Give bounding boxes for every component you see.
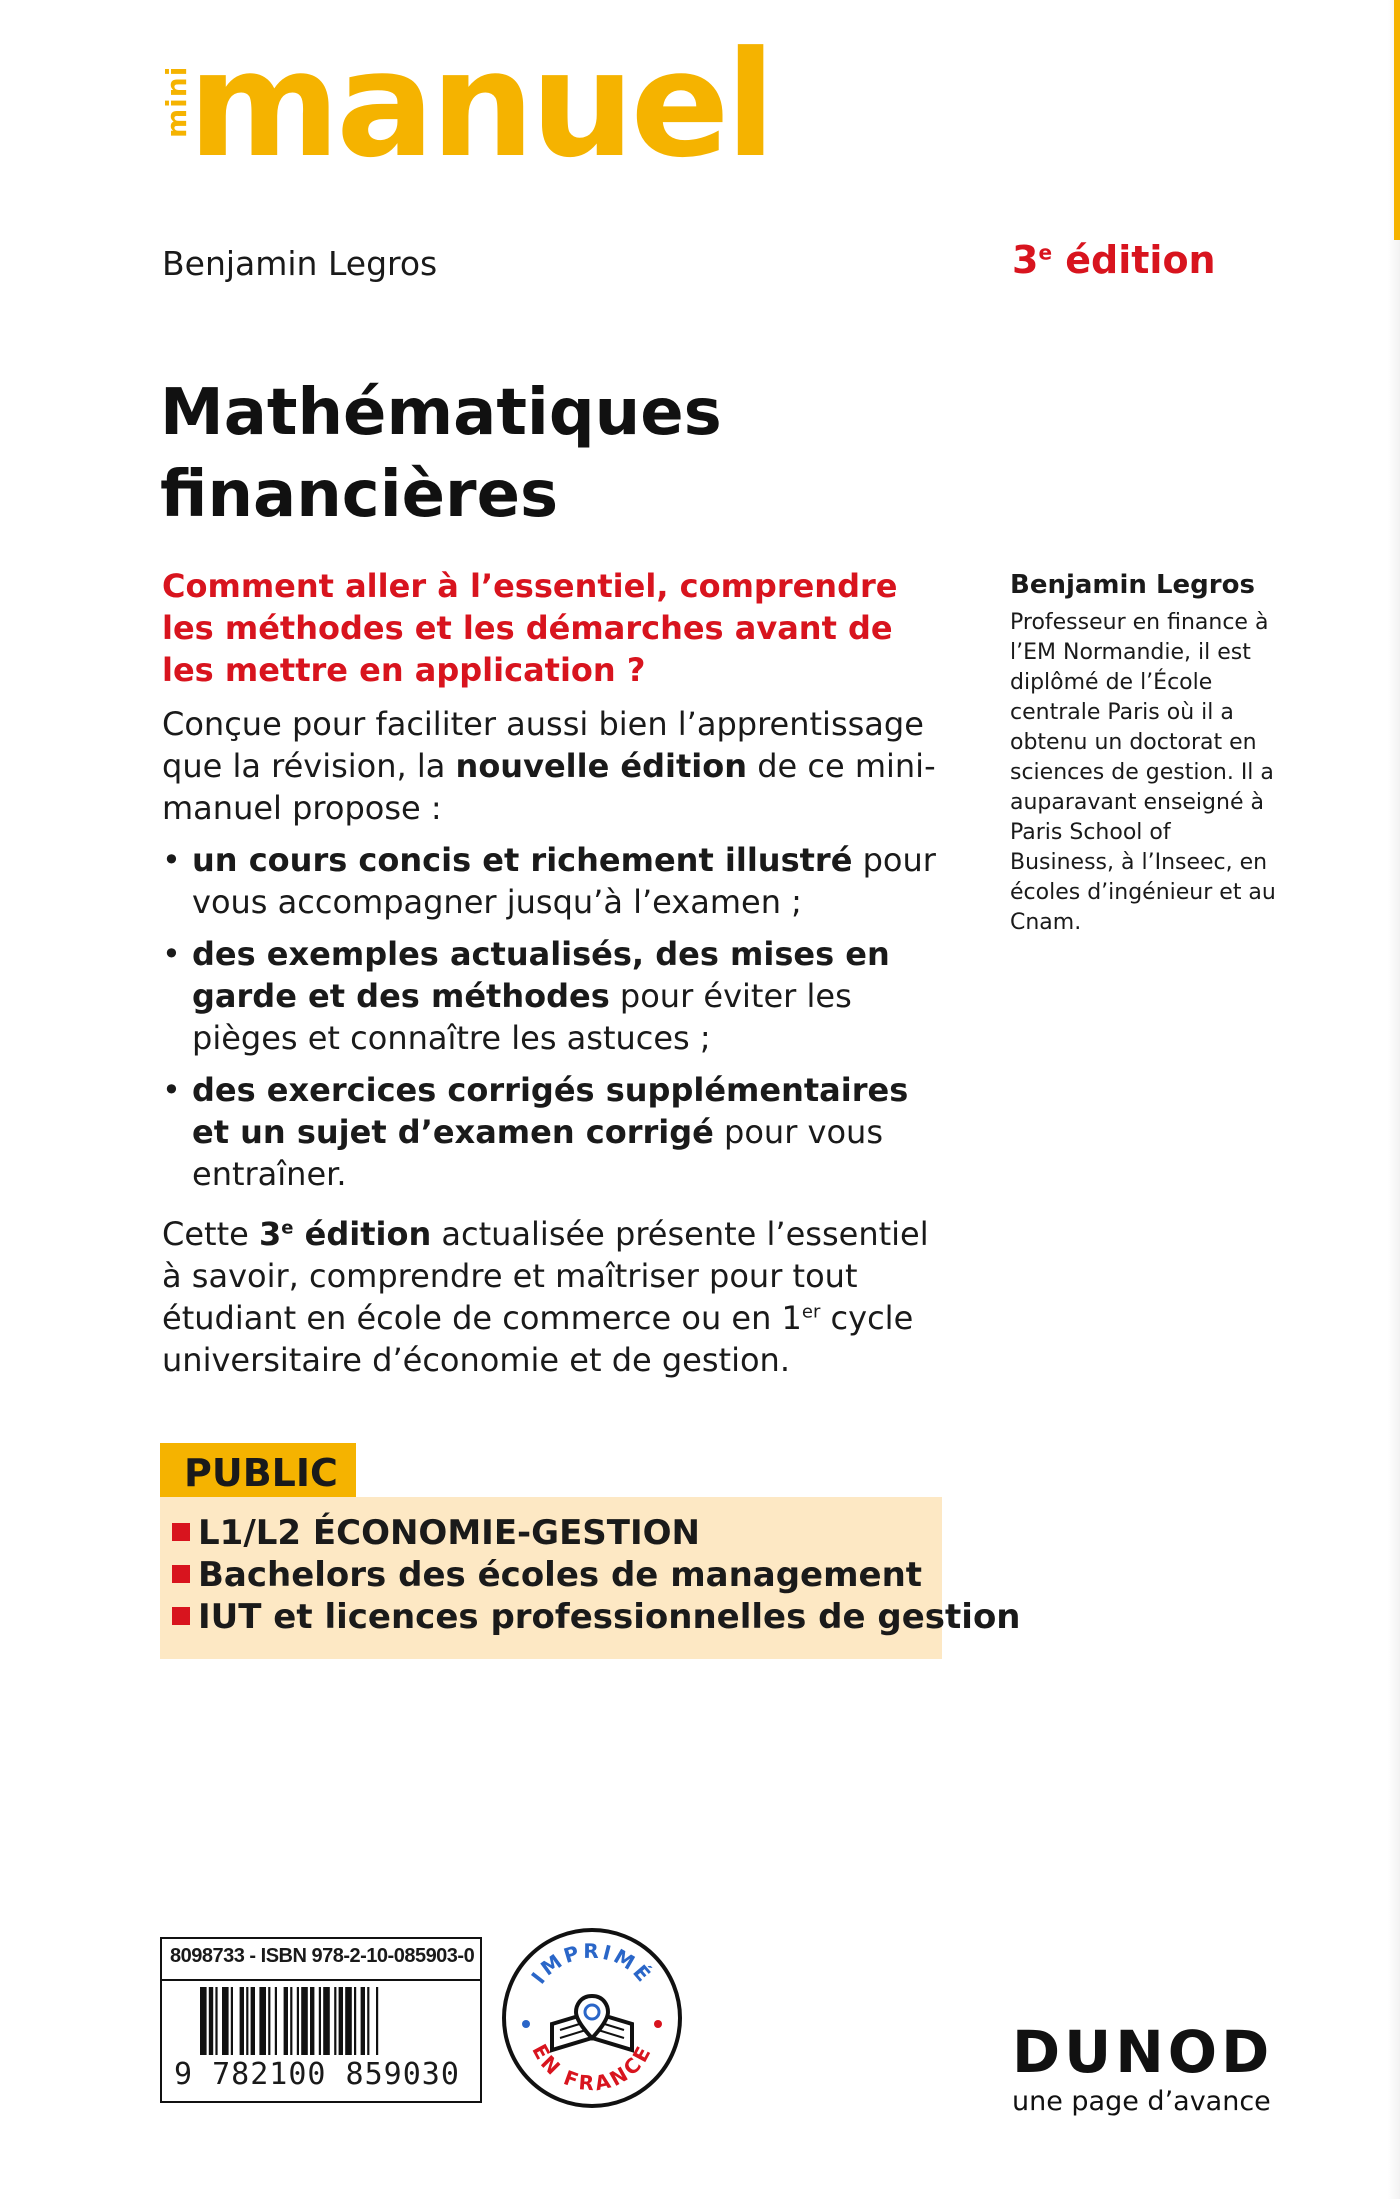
public-item: IUT et licences professionnelles de gestion [172,1597,1021,1637]
edition-label: 3e édition [1012,238,1216,282]
logo-mini-text: mini [160,65,193,138]
red-square-icon [172,1523,190,1541]
imprime-en-france-stamp [500,1926,684,2110]
lead-question: Comment aller à l’essentiel, comprendre les méthodes et les démarches avant de les mettre en application ? [162,567,898,689]
right-edge-tab [1394,0,1400,240]
closing-paragraph: Cette 3e édition actualisée présente l’essentiel à savoir, comprendre et maîtriser pour tout étudiant en école de commerce ou en 1er cycle universitaire d’économie et de gestion. [162,1215,929,1379]
red-square-icon [172,1565,190,1583]
public-label: PUBLIC [184,1451,338,1495]
svg-text:IMPRIMÉ: IMPRIMÉ [526,1938,658,1989]
author-bio [1010,570,1280,938]
bio-name: Benjamin Legros [1010,570,1255,600]
book-title [160,372,920,536]
intro-paragraph: Conçue pour faciliter aussi bien l’apprentissage que la révision, la nouvelle édition de ce mini-manuel propose : [162,705,936,827]
isbn-text: 8098733 - ISBN 978-2-10-085903-0 [170,1945,475,1967]
author-name: Benjamin Legros [162,244,438,283]
public-box [160,1497,1021,1659]
barcode-divider [162,1979,480,1981]
feature-list [162,839,942,1195]
public-item: Bachelors des écoles de management [172,1555,922,1595]
publisher-logo [1012,2018,1280,2117]
public-tag [160,1443,356,1497]
main-description [162,565,942,1381]
imprime-en-france-icon [500,1926,684,2110]
book-title-line-2: financières [160,458,559,532]
public-item: L1/L2 ÉCONOMIE-GESTION [172,1513,700,1553]
list-item: • des exercices corrigés supplémentaires et un sujet d’examen corrigé pour vous entraîner. [162,1069,942,1195]
list-item: • un cours concis et richement illustré pour vous accompagner jusqu’à l’examen ; [162,839,942,923]
red-square-icon [172,1607,190,1625]
publisher-tagline: une page d’avance [1012,2086,1271,2117]
book-title-line-1: Mathématiques [160,376,722,450]
svg-text:EN FRANCE: EN FRANCE [527,2040,657,2096]
barcode-bars-icon [200,1987,460,2055]
barcode-digits: 9 782100 859030 [174,2057,460,2092]
logo-manuel-text: manuel [188,20,772,190]
mini-manuel-logo [160,20,772,190]
list-item: • des exemples actualisés, des mises en garde et des méthodes pour éviter les pièges et connaître les astuces ; [162,933,942,1059]
bio-text: Professeur en finance à l’EM Normandie, il est diplômé de l’École centrale Paris où il a obtenu un doctorat en sciences de gestion. Il a auparavant enseigné à Paris School of Business, à l’Inseec, en écoles d’ingénieur et au Cnam. [1010,610,1276,935]
isbn-barcode [160,1937,482,2103]
right-edge-strip [1388,0,1400,2199]
publisher-name: DUNOD [1012,2018,1274,2086]
